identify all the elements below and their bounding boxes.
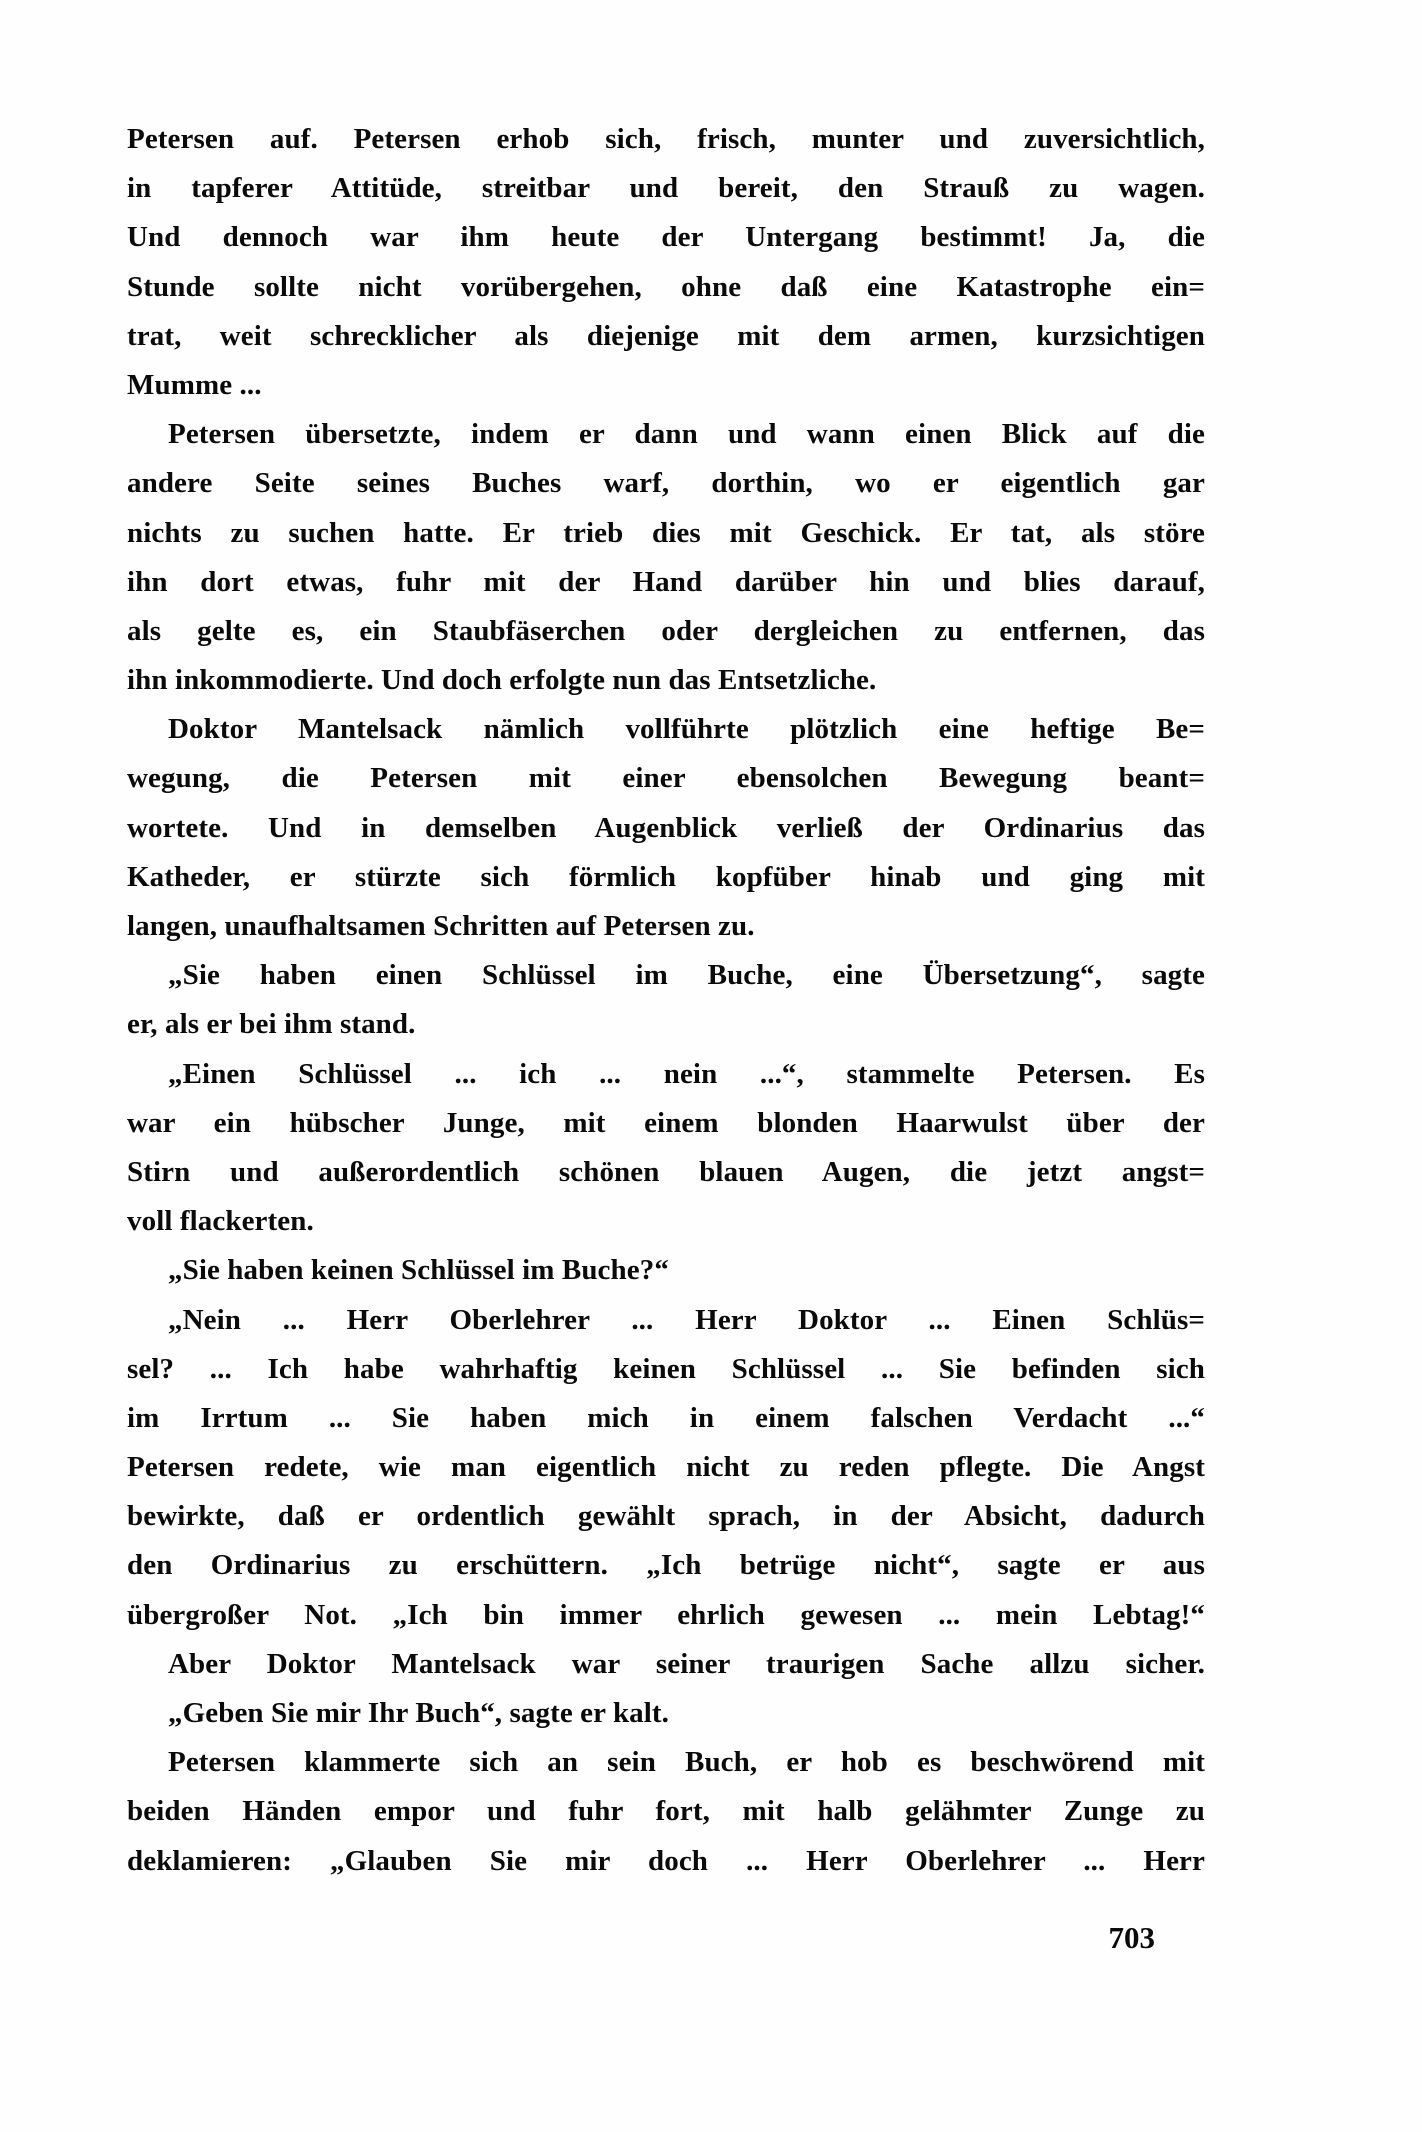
text-line: als gelte es, ein Staubfäserchen oder dergleichen zu entfernen, das (127, 614, 1205, 647)
text-line: Mumme ... (127, 368, 262, 401)
text-line: Petersen übersetzte, indem er dann und wann einen Blick auf die (168, 418, 1205, 451)
text-line: voll flackerten. (127, 1205, 314, 1238)
text-line: im Irrtum ... Sie haben mich in einem falschen Verdacht ...“ (127, 1401, 1205, 1434)
text-line: „Sie haben keinen Schlüssel im Buche?“ (168, 1254, 669, 1287)
text-line: ihn inkommodierte. Und doch erfolgte nun das Entsetzliche. (127, 664, 877, 697)
text-line: war ein hübscher Junge, mit einem blonden Haarwulst über der (127, 1106, 1205, 1139)
text-line: beiden Händen empor und fuhr fort, mit halb gelähmter Zunge zu (127, 1795, 1205, 1828)
text-line: ihn dort etwas, fuhr mit der Hand darüber hin und blies darauf, (127, 565, 1205, 598)
text-line: deklamieren: „Glauben Sie mir doch ... Herr Oberlehrer ... Herr (127, 1844, 1205, 1877)
text-line: übergroßer Not. „Ich bin immer ehrlich gewesen ... mein Lebtag!“ (127, 1598, 1205, 1631)
text-line: „Einen Schlüssel ... ich ... nein ...“, stammelte Petersen. Es (168, 1057, 1205, 1090)
text-line: wegung, die Petersen mit einer ebensolchen Bewegung beant= (127, 762, 1205, 795)
text-line: Petersen redete, wie man eigentlich nicht zu reden pflegte. Die Angst (127, 1451, 1205, 1484)
text-line: Petersen auf. Petersen erhob sich, frisch, munter und zuversichtlich, (127, 123, 1205, 155)
text-line: „Sie haben einen Schlüssel im Buche, eine Übersetzung“, sagte (168, 959, 1205, 992)
page-number: 703 (1108, 1920, 1155, 1955)
text-line: er, als er bei ihm stand. (127, 1008, 416, 1041)
text-line: Aber Doktor Mantelsack war seiner traurigen Sache allzu sicher. (168, 1647, 1205, 1680)
text-line: Stirn und außerordentlich schönen blauen Augen, die jetzt angst= (127, 1155, 1205, 1188)
text-line: trat, weit schrecklicher als diejenige mit dem armen, kurzsichtigen (127, 319, 1205, 352)
text-line: bewirkte, daß er ordentlich gewählt sprach, in der Absicht, dadurch (127, 1500, 1205, 1533)
text-line: den Ordinarius zu erschüttern. „Ich betrüge nicht“, sagte er aus (127, 1549, 1205, 1582)
text-line: Petersen klammerte sich an sein Buch, er hob es beschwörend mit (168, 1746, 1205, 1779)
text-line: in tapferer Attitüde, streitbar und bereit, den Strauß zu wagen. (127, 172, 1205, 205)
page-text (127, 115, 1205, 1886)
text-line: „Nein ... Herr Oberlehrer ... Herr Doktor ... Einen Schlüs= (168, 1303, 1205, 1336)
text-line: Stunde sollte nicht vorübergehen, ohne daß eine Katastrophe ein= (127, 270, 1205, 303)
text-line: Doktor Mantelsack nämlich vollführte plötzlich eine heftige Be= (168, 713, 1205, 746)
text-line: sel? ... Ich habe wahrhaftig keinen Schlüssel ... Sie befinden sich (127, 1352, 1205, 1385)
text-line: Und dennoch war ihm heute der Untergang bestimmt! Ja, die (127, 221, 1205, 254)
text-line: „Geben Sie mir Ihr Buch“, sagte er kalt. (168, 1697, 670, 1729)
text-line: Katheder, er stürzte sich förmlich kopfüber hinab und ging mit (127, 860, 1205, 893)
text-line: wortete. Und in demselben Augenblick verließ der Ordinarius das (127, 811, 1205, 844)
text-line: andere Seite seines Buches warf, dorthin, wo er eigentlich gar (127, 467, 1205, 500)
text-line: langen, unaufhaltsamen Schritten auf Petersen zu. (127, 910, 755, 942)
text-line: nichts zu suchen hatte. Er trieb dies mit Geschick. Er tat, als störe (127, 516, 1205, 549)
